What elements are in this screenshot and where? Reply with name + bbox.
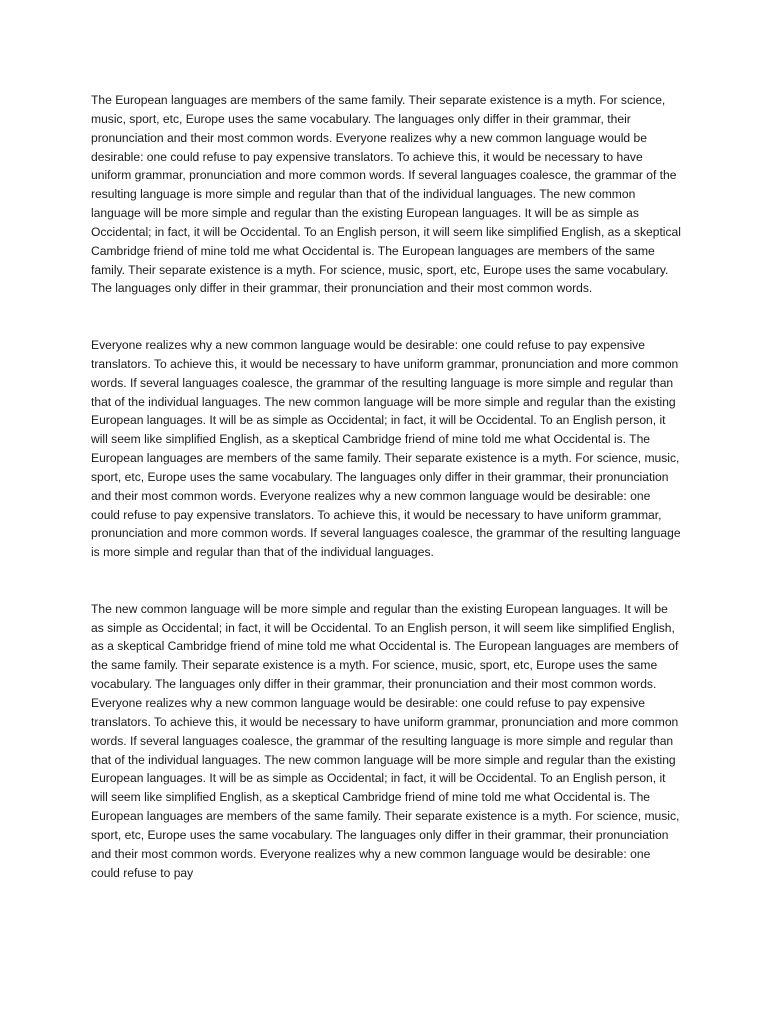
paragraph-2: Everyone realizes why a new common language would be desirable: one could refuse to pay expensive translators. To achieve this, it would be necessary to have uniform grammar, pronunciation and more common words. If several languages coalesce, the grammar of the resulting language is more simple and regular than that of the individual languages. The new common language will be more simple and regular than the existing European languages. It will be as simple as Occidental; in fact, it will be Occidental. To an English person, it will seem like simplified English, as a skeptical Cambridge friend of mine told me what Occidental is. The European languages are members of the same family. Their separate existence is a myth. For science, music, sport, etc, Europe uses the same vocabulary. The languages only differ in their grammar, their pronunciation and their most common words. Everyone realizes why a new common language would be desirable: one could refuse to pay expensive translators. To achieve this, it would be necessary to have uniform grammar, pronunciation and more common words. If several languages coalesce, the grammar of the resulting language is more simple and regular than that of the individual languages. xyxy=(91,337,681,560)
paragraph-3: The new common language will be more simple and regular than the existing European languages. It will be as simple as Occidental; in fact, it will be Occidental. To an English person, it will seem like simplified English, as a skeptical Cambridge friend of mine told me what Occidental is. The European languages are members of the same family. Their separate existence is a myth. For science, music, sport, etc, Europe uses the same vocabulary. The languages only differ in their grammar, their pronunciation and their most common words. Everyone realizes why a new common language would be desirable: one could refuse to pay expensive translators. To achieve this, it would be necessary to have uniform grammar, pronunciation and more common words. If several languages coalesce, the grammar of the resulting language is more simple and regular than that of the individual languages. The new common language will be more simple and regular than the existing European languages. It will be as simple as Occidental; in fact, it will be Occidental. To an English person, it will seem like simplified English, as a skeptical Cambridge friend of mine told me what Occidental is. The European languages are members of the same family. Their separate existence is a myth. For science, music, sport, etc, Europe uses the same vocabulary. The languages only differ in their grammar, their pronunciation and their most common words. Everyone realizes why a new common language would be desirable: one could refuse to pay xyxy=(91,601,680,880)
paragraph-1: The European languages are members of the same family. Their separate existence is a myth. For science, music, sport, etc, Europe uses the same vocabulary. The languages only differ in their grammar, their pronunciation and their most common words. Everyone realizes why a new common language would be desirable: one could refuse to pay expensive translators. To achieve this, it would be necessary to have uniform grammar, pronunciation and more common words. If several languages coalesce, the grammar of the resulting language is more simple and regular than that of the individual languages. The new common language will be more simple and regular than the existing European languages. It will be as simple as Occidental; in fact, it will be Occidental. To an English person, it will seem like simplified English, as a skeptical Cambridge friend of mine told me what Occidental is. The European languages are members of the same family. Their separate existence is a myth. For science, music, sport, etc, Europe uses the same vocabulary. The languages only differ in their grammar, their pronunciation and their most common words. xyxy=(91,93,681,296)
document-body xyxy=(91,91,681,882)
